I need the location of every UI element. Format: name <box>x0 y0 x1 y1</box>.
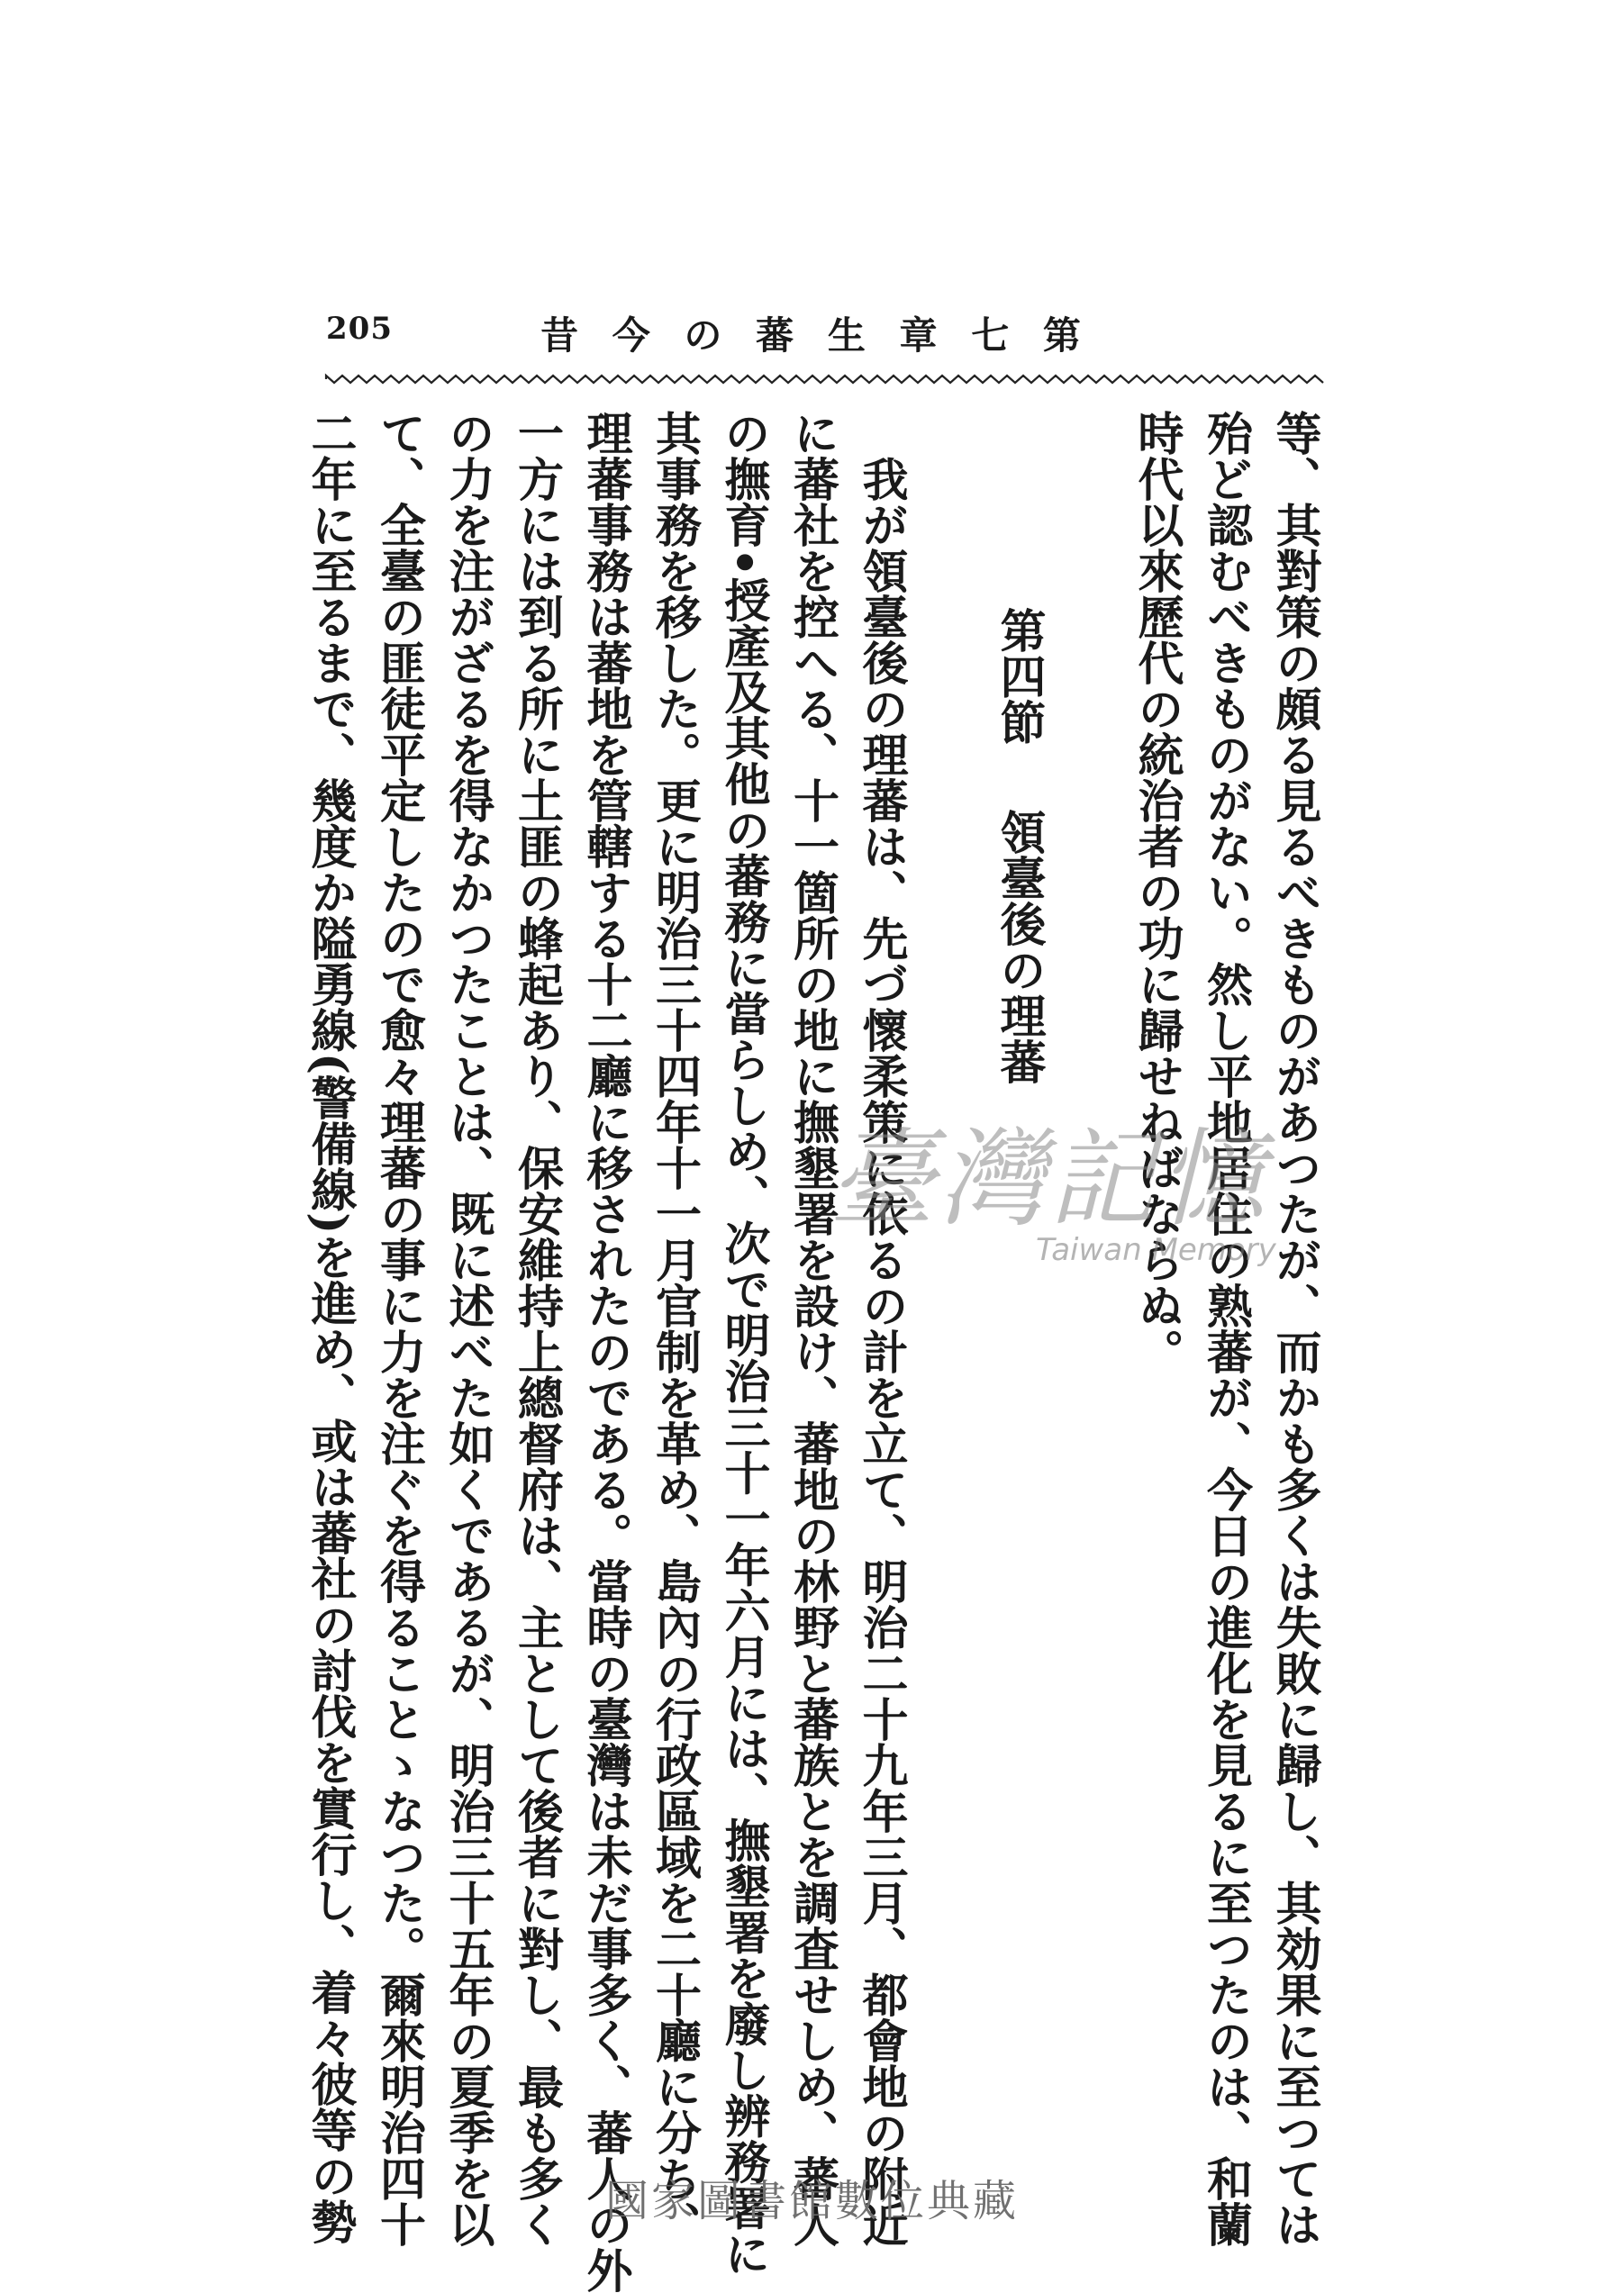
header-wavy-rule <box>326 371 1326 387</box>
running-head-char: 七 <box>971 313 1010 358</box>
page-number: 205 <box>326 311 393 347</box>
text-line: 殆ど認むべきものがない。然し平地居住の熟蕃が、今日の進化を見るに至つたのは、和蘭 <box>1198 410 1253 2247</box>
running-head <box>540 306 1081 360</box>
running-head-char: 昔 <box>540 313 579 358</box>
text-line: 理蕃事務は蕃地を管轄する十二廳に移されたのである。當時の臺灣は未だ事多く、蕃人の外 <box>578 410 632 2293</box>
text-line: 等、其對策の頗る見るべきものがあつたが、而かも多くは失敗に歸し、其効果に至つては <box>1267 410 1321 2247</box>
running-head-char: 今 <box>612 313 650 358</box>
running-head-char: 蕃 <box>756 313 794 358</box>
text-line: 其事務を移した。更に明治三十四年十一月官制を革め、島內の行政區域を二十廳に分ち、 <box>647 410 702 2247</box>
text-line: 我が領臺後の理蕃は、先づ懷柔策に依るの計を立て、明治二十九年三月、都會地の附近 <box>854 456 908 2247</box>
text-line: の撫育•授產及其他の蕃務に當らしめ、次で明治三十一年六月には、撫墾署を廢し辨務署に <box>716 410 770 2277</box>
archive-credit: 國家圖書館數位典藏 <box>604 2176 1019 2226</box>
watermark-cjk-text: 臺灣記憶 <box>829 1117 1269 1241</box>
section-title: 領臺後の理蕃 <box>992 809 1046 1085</box>
running-head-char: 第 <box>1042 313 1081 358</box>
text-line: に蕃社を控へる、十一箇所の地に撫墾署を設け、蕃地の林野と蕃族とを調査せしめ、蕃人 <box>785 410 839 2247</box>
text-line: 二年に至るまで、幾度か隘勇線(警備線)を進め、或は蕃社の討伐を實行し、着々彼等の勢 <box>303 410 357 2245</box>
text-line: 時代以來歷代の統治者の功に歸せねばならぬ。 <box>1130 410 1184 1374</box>
text-line: の力を注がざるを得なかつたことは、既に述べた如くであるが、明治三十五年の夏季を以 <box>440 410 494 2247</box>
section-number: 第四節 <box>992 606 1046 745</box>
text-line: 一方には到る所に土匪の蜂起あり、保安維持上總督府は、主として後者に對し、最も多く <box>509 410 564 2247</box>
text-line: て、全臺の匪徒平定したので愈々理蕃の事に力を注ぐを得ることゝなつた。爾來明治四十 <box>371 410 426 2247</box>
watermark-english-text: Taiwan Memory <box>1036 1232 1276 1268</box>
running-head-char: 章 <box>899 313 938 358</box>
running-head-char: の <box>684 313 722 358</box>
section-heading <box>915 410 1122 2013</box>
running-head-char: 生 <box>827 313 866 358</box>
